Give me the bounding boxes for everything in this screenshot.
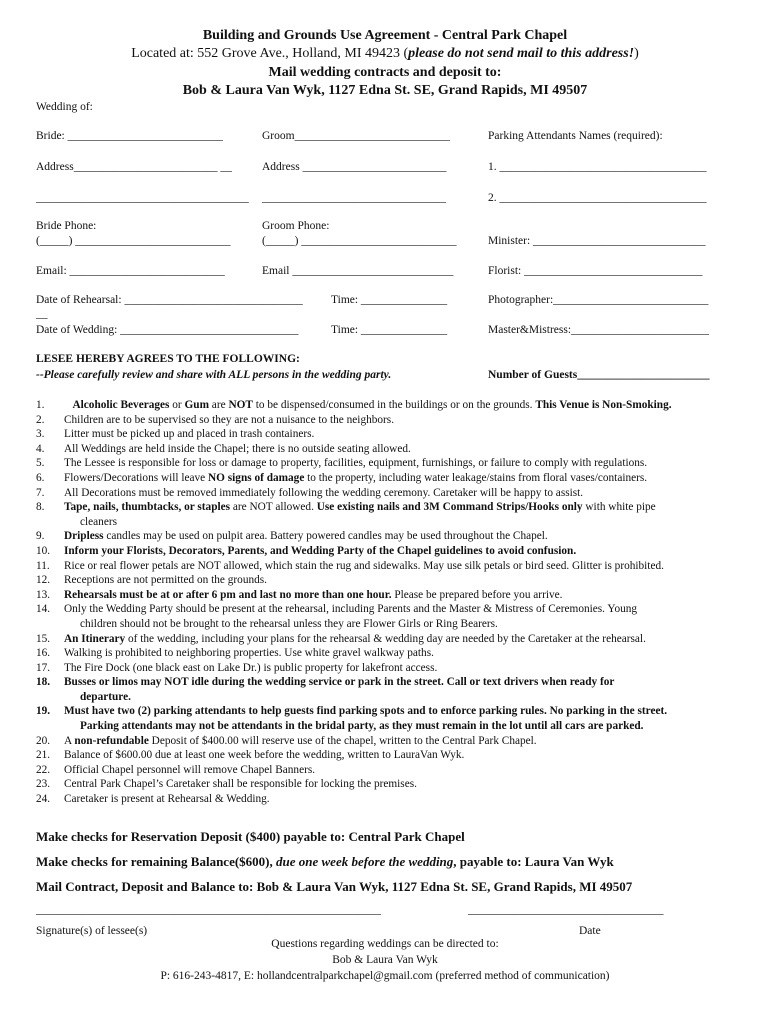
rule-text [64, 734, 746, 749]
rule-number: 21. [36, 749, 51, 762]
rule-item [36, 748, 746, 763]
wedding-of-label: Wedding of: [36, 101, 93, 113]
rule-item [36, 602, 746, 631]
rule-text [64, 559, 746, 574]
rule-item [36, 734, 746, 749]
rule-text-segment: Dripless [64, 530, 104, 543]
rule-number: 22. [36, 763, 51, 776]
rule-item [36, 544, 746, 559]
questions-line: Questions regarding weddings can be directed to: [271, 938, 499, 950]
rule-text-segment: Busses or limos may NOT idle during the wedding service or park in the street. Call or text drivers when ready for [64, 676, 615, 689]
bride-field[interactable]: Bride: ___________________________ [36, 130, 223, 142]
rule-text [64, 632, 746, 647]
rule-item [36, 573, 746, 588]
rule-text-segment: Deposit of $400.00 will reserve use of the chapel, written to the Central Park Chapel. [148, 734, 537, 747]
document-title: Building and Grounds Use Agreement - Central Park Chapel [202, 28, 568, 43]
rules-list [36, 398, 746, 807]
rule-number: 24. [36, 793, 51, 806]
bride-email-field[interactable]: Email: ___________________________ [36, 265, 225, 277]
rule-number: 11. [36, 559, 50, 572]
rule-text-segment: Use existing nails and 3M Command Strips/Hooks only [316, 501, 583, 514]
rule-text [64, 529, 746, 544]
rule-item [36, 559, 746, 574]
rule-item [36, 777, 746, 792]
rule-number: 17. [36, 661, 51, 674]
rule-text [64, 456, 746, 471]
rule-text [64, 544, 746, 559]
rule-text-segment: A [64, 734, 75, 747]
rule-text-segment: with white pipe [582, 501, 656, 514]
rule-text [64, 471, 746, 486]
rule-text-segment: NO signs of damage [208, 471, 305, 484]
rule-text-segment: Central Park Chapel’s Caretaker shall be responsible for locking the premises. [64, 778, 417, 791]
rule-text-segment: Official Chapel personnel will remove Chapel Banners. [64, 763, 316, 776]
rule-text-segment: Rice or real flower petals are NOT allowed, which stain the rug and sidewalks. May use silk petals or bird seed. Glitter is prohibited. [64, 559, 664, 572]
rule-number: 7. [36, 486, 45, 499]
wedding-time-field[interactable]: Time: _______________ [331, 324, 448, 336]
rule-text-segment: Walking is prohibited to neighboring properties. Use white gravel walkway paths. [64, 647, 434, 660]
groom-email-field[interactable]: Email ____________________________ [262, 265, 454, 277]
date-label: Date [579, 925, 601, 937]
photographer-field[interactable]: Photographer:___________________________ [488, 294, 709, 306]
rule-text-segment: The Fire Dock (one black east on Lake Dr.) is public property for lakefront access. [64, 661, 438, 674]
rule-item [36, 632, 746, 647]
rule-text-segment: candles may be used on pulpit area. Battery powered candles may be used throughout the Chapel. [103, 530, 548, 543]
parking-attendants-heading: Parking Attendants Names (required): [488, 130, 663, 142]
agreement-subheading: --Please carefully review and share with ALL persons in the wedding party. [36, 369, 392, 381]
rule-text-segment: Must have two (2) parking attendants to help guests find parking spots and to enforce parking rules. No parking in the street. [64, 705, 668, 718]
signature-label: Signature(s) of lessee(s) [36, 925, 148, 937]
parking-attendant-1-field[interactable]: 1. ____________________________________ [488, 161, 707, 173]
rule-text-segment: Rehearsals must be at or after 6 pm and last no more than one hour. [64, 588, 392, 601]
rule-text-segment: are [208, 399, 229, 411]
deposit-instruction: Make checks for Reservation Deposit ($400) payable to: Central Park Chapel [36, 829, 465, 844]
rehearsal-time-field[interactable]: Time: _______________ [331, 294, 448, 306]
rule-item [36, 763, 746, 778]
rule-text [64, 398, 746, 413]
mail-address: Bob & Laura Van Wyk, 1127 Edna St. SE, Grand Rapids, MI 49507 [182, 83, 588, 98]
rule-text-segment: The Lessee is responsible for loss or damage to property, facilities, equipment, furnishings, or failure to comply with regulations. [64, 457, 648, 470]
rule-text [64, 704, 746, 733]
rule-number: 2. [36, 413, 45, 426]
rule-text [64, 442, 746, 457]
rule-text-segment: NOT [228, 399, 253, 411]
rule-text [64, 486, 746, 501]
rule-text-segment: All Decorations must be removed immediately following the wedding ceremony. Caretaker will be happy to assist. [64, 486, 584, 499]
groom-address-field[interactable]: Address _________________________ [262, 161, 447, 173]
rule-number: 12. [36, 574, 51, 587]
rule-text-segment: Balance of $600.00 due at least one week before the wedding, written to LauraVan Wyk. [64, 749, 465, 762]
mail-line: Mail wedding contracts and deposit to: [268, 65, 502, 80]
rule-number: 18. [36, 676, 51, 689]
rule-item [36, 456, 746, 471]
contact-name: Bob & Laura Van Wyk [332, 954, 438, 966]
rule-number: 1. [36, 399, 45, 411]
rule-text-segment: Inform your Florists, Decorators, Parents, and Wedding Party of the Chapel guidelines to avoid confusion. [64, 544, 577, 557]
rule-text-segment: Litter must be picked up and placed in trash containers. [64, 428, 315, 441]
rule-number: 3. [36, 428, 45, 441]
rehearsal-wrap: __ [36, 308, 48, 320]
rule-item [36, 398, 746, 413]
rehearsal-date-field[interactable]: Date of Rehearsal: _______________________________ [36, 294, 303, 306]
florist-field[interactable]: Florist: _______________________________ [488, 265, 703, 277]
rule-text [64, 602, 746, 631]
rule-item [36, 529, 746, 544]
rule-text [64, 675, 746, 704]
rule-number: 14. [36, 603, 51, 616]
location-line [0, 46, 770, 62]
rule-text [64, 573, 746, 588]
rule-item [36, 588, 746, 603]
groom-address-line2-field[interactable]: ________________________________ [262, 192, 446, 204]
rule-number: 10. [36, 544, 51, 557]
rule-number: 13. [36, 588, 51, 601]
rule-text-segment: Caretaker is present at Rehearsal & Wedding. [64, 793, 270, 806]
rule-continuation: cleaners [80, 515, 118, 528]
rule-item [36, 704, 746, 733]
rule-text-segment: Tape, nails, thumbtacks, or staples [64, 501, 231, 514]
rule-text [64, 413, 746, 428]
rule-text-segment: Receptions are not permitted on the grounds. [64, 574, 267, 587]
bride-address-line2-field[interactable]: _____________________________________ [36, 192, 249, 204]
rule-text [64, 661, 746, 676]
balance-prefix: Make checks for remaining Balance($600), [36, 854, 276, 869]
rule-text [64, 427, 746, 442]
rule-item [36, 646, 746, 661]
bride-address-field[interactable]: Address_________________________ __ [36, 161, 232, 173]
groom-phone-field[interactable]: (_____) ___________________________ [262, 235, 457, 247]
location-prefix: Located at: 552 Grove Ave., Holland, MI 49423 ( [131, 46, 409, 61]
rule-text-segment: or [169, 399, 185, 411]
rule-item [36, 442, 746, 457]
rule-item [36, 427, 746, 442]
rule-number: 4. [36, 442, 45, 455]
rule-text [64, 763, 746, 778]
groom-phone-label: Groom Phone: [262, 220, 330, 232]
groom-field[interactable]: Groom___________________________ [262, 130, 450, 142]
bride-phone-field[interactable]: (_____) ___________________________ [36, 235, 231, 247]
rule-text-segment: non-refundable [74, 734, 149, 747]
rule-text-segment: Children are to be supervised so they are not a nuisance to the neighbors. [64, 413, 395, 426]
rule-item [36, 792, 746, 807]
rule-item [36, 500, 746, 529]
rule-item [36, 413, 746, 428]
rule-text-segment: of the wedding, including your plans for the rehearsal & wedding day are needed by the Caretaker at the rehearsal. [125, 632, 646, 645]
rule-text-segment: are NOT allowed. [230, 501, 317, 514]
rule-text-segment: This Venue is Non-Smoking. [535, 399, 672, 411]
agreement-heading: LESEE HEREBY AGREES TO THE FOLLOWING: [36, 353, 300, 365]
rule-continuation: children should not be brought to the rehearsal unless they are Flower Girls or Ring Bearers. [80, 617, 498, 630]
rule-text-segment: Only the Wedding Party should be present at the rehearsal, including Parents and the Master & Mistress of Ceremonies. Young [64, 603, 638, 616]
rule-item [36, 471, 746, 486]
rule-continuation: Parking attendants may not be attendants in the bridal party, as they must remain in the lot until all cars are parked. [80, 720, 644, 733]
rule-item [36, 486, 746, 501]
wedding-date-field[interactable]: Date of Wedding: _______________________________ [36, 324, 299, 336]
balance-due-note: due one week before the wedding [276, 854, 454, 869]
rule-number: 16. [36, 647, 51, 660]
mail-instruction: Mail Contract, Deposit and Balance to: Bob & Laura Van Wyk, 1127 Edna St. SE, Grand Rapids, MI 49507 [36, 879, 633, 894]
rule-text [64, 792, 746, 807]
signature-line[interactable]: ____________________________________________________________ [36, 904, 381, 916]
rule-number: 19. [36, 705, 51, 718]
parking-attendant-2-field[interactable]: 2. ____________________________________ [488, 192, 707, 204]
rule-text-segment: Please be prepared before you arrive. [391, 588, 563, 601]
master-mistress-field[interactable]: Master&Mistress:________________________ [488, 324, 710, 336]
rule-text-segment: Flowers/Decorations will leave [64, 471, 208, 484]
number-of-guests-field[interactable]: Number of Guests_______________________ [488, 369, 710, 381]
rule-text [64, 646, 746, 661]
minister-field[interactable]: Minister: ______________________________ [488, 235, 706, 247]
rule-continuation: departure. [80, 690, 131, 703]
location-note: please do not send mail to this address! [408, 46, 635, 61]
rule-item [36, 661, 746, 676]
contact-info: P: 616-243-4817, E: hollandcentralparkchapel@gmail.com (preferred method of communication) [160, 970, 610, 982]
bride-phone-label: Bride Phone: [36, 220, 97, 232]
balance-suffix: , payable to: Laura Van Wyk [453, 854, 614, 869]
rule-number: 15. [36, 632, 51, 645]
rule-number: 9. [36, 530, 45, 543]
rule-text-segment: to the property, including water leakage/stains from floral vases/containers. [304, 471, 648, 484]
balance-instruction [36, 854, 614, 870]
rule-text-segment: Alcoholic Beverages [72, 399, 170, 411]
rule-number: 6. [36, 471, 45, 484]
rule-text-segment: Gum [184, 399, 209, 411]
rule-text-segment: All Weddings are held inside the Chapel; there is no outside seating allowed. [64, 442, 411, 455]
rule-text [64, 777, 746, 792]
rule-text [64, 588, 746, 603]
rule-number: 5. [36, 457, 45, 470]
rule-item [36, 675, 746, 704]
rule-text [64, 500, 746, 529]
location-suffix: ) [634, 46, 639, 61]
rule-text-segment: An Itinerary [64, 632, 126, 645]
rule-text-segment: to be dispensed/consumed in the buildings or on the grounds. [252, 399, 536, 411]
rule-number: 23. [36, 778, 51, 791]
rule-number: 20. [36, 734, 51, 747]
rule-number: 8. [36, 501, 45, 514]
rule-text [64, 748, 746, 763]
date-line[interactable]: __________________________________ [468, 904, 664, 916]
